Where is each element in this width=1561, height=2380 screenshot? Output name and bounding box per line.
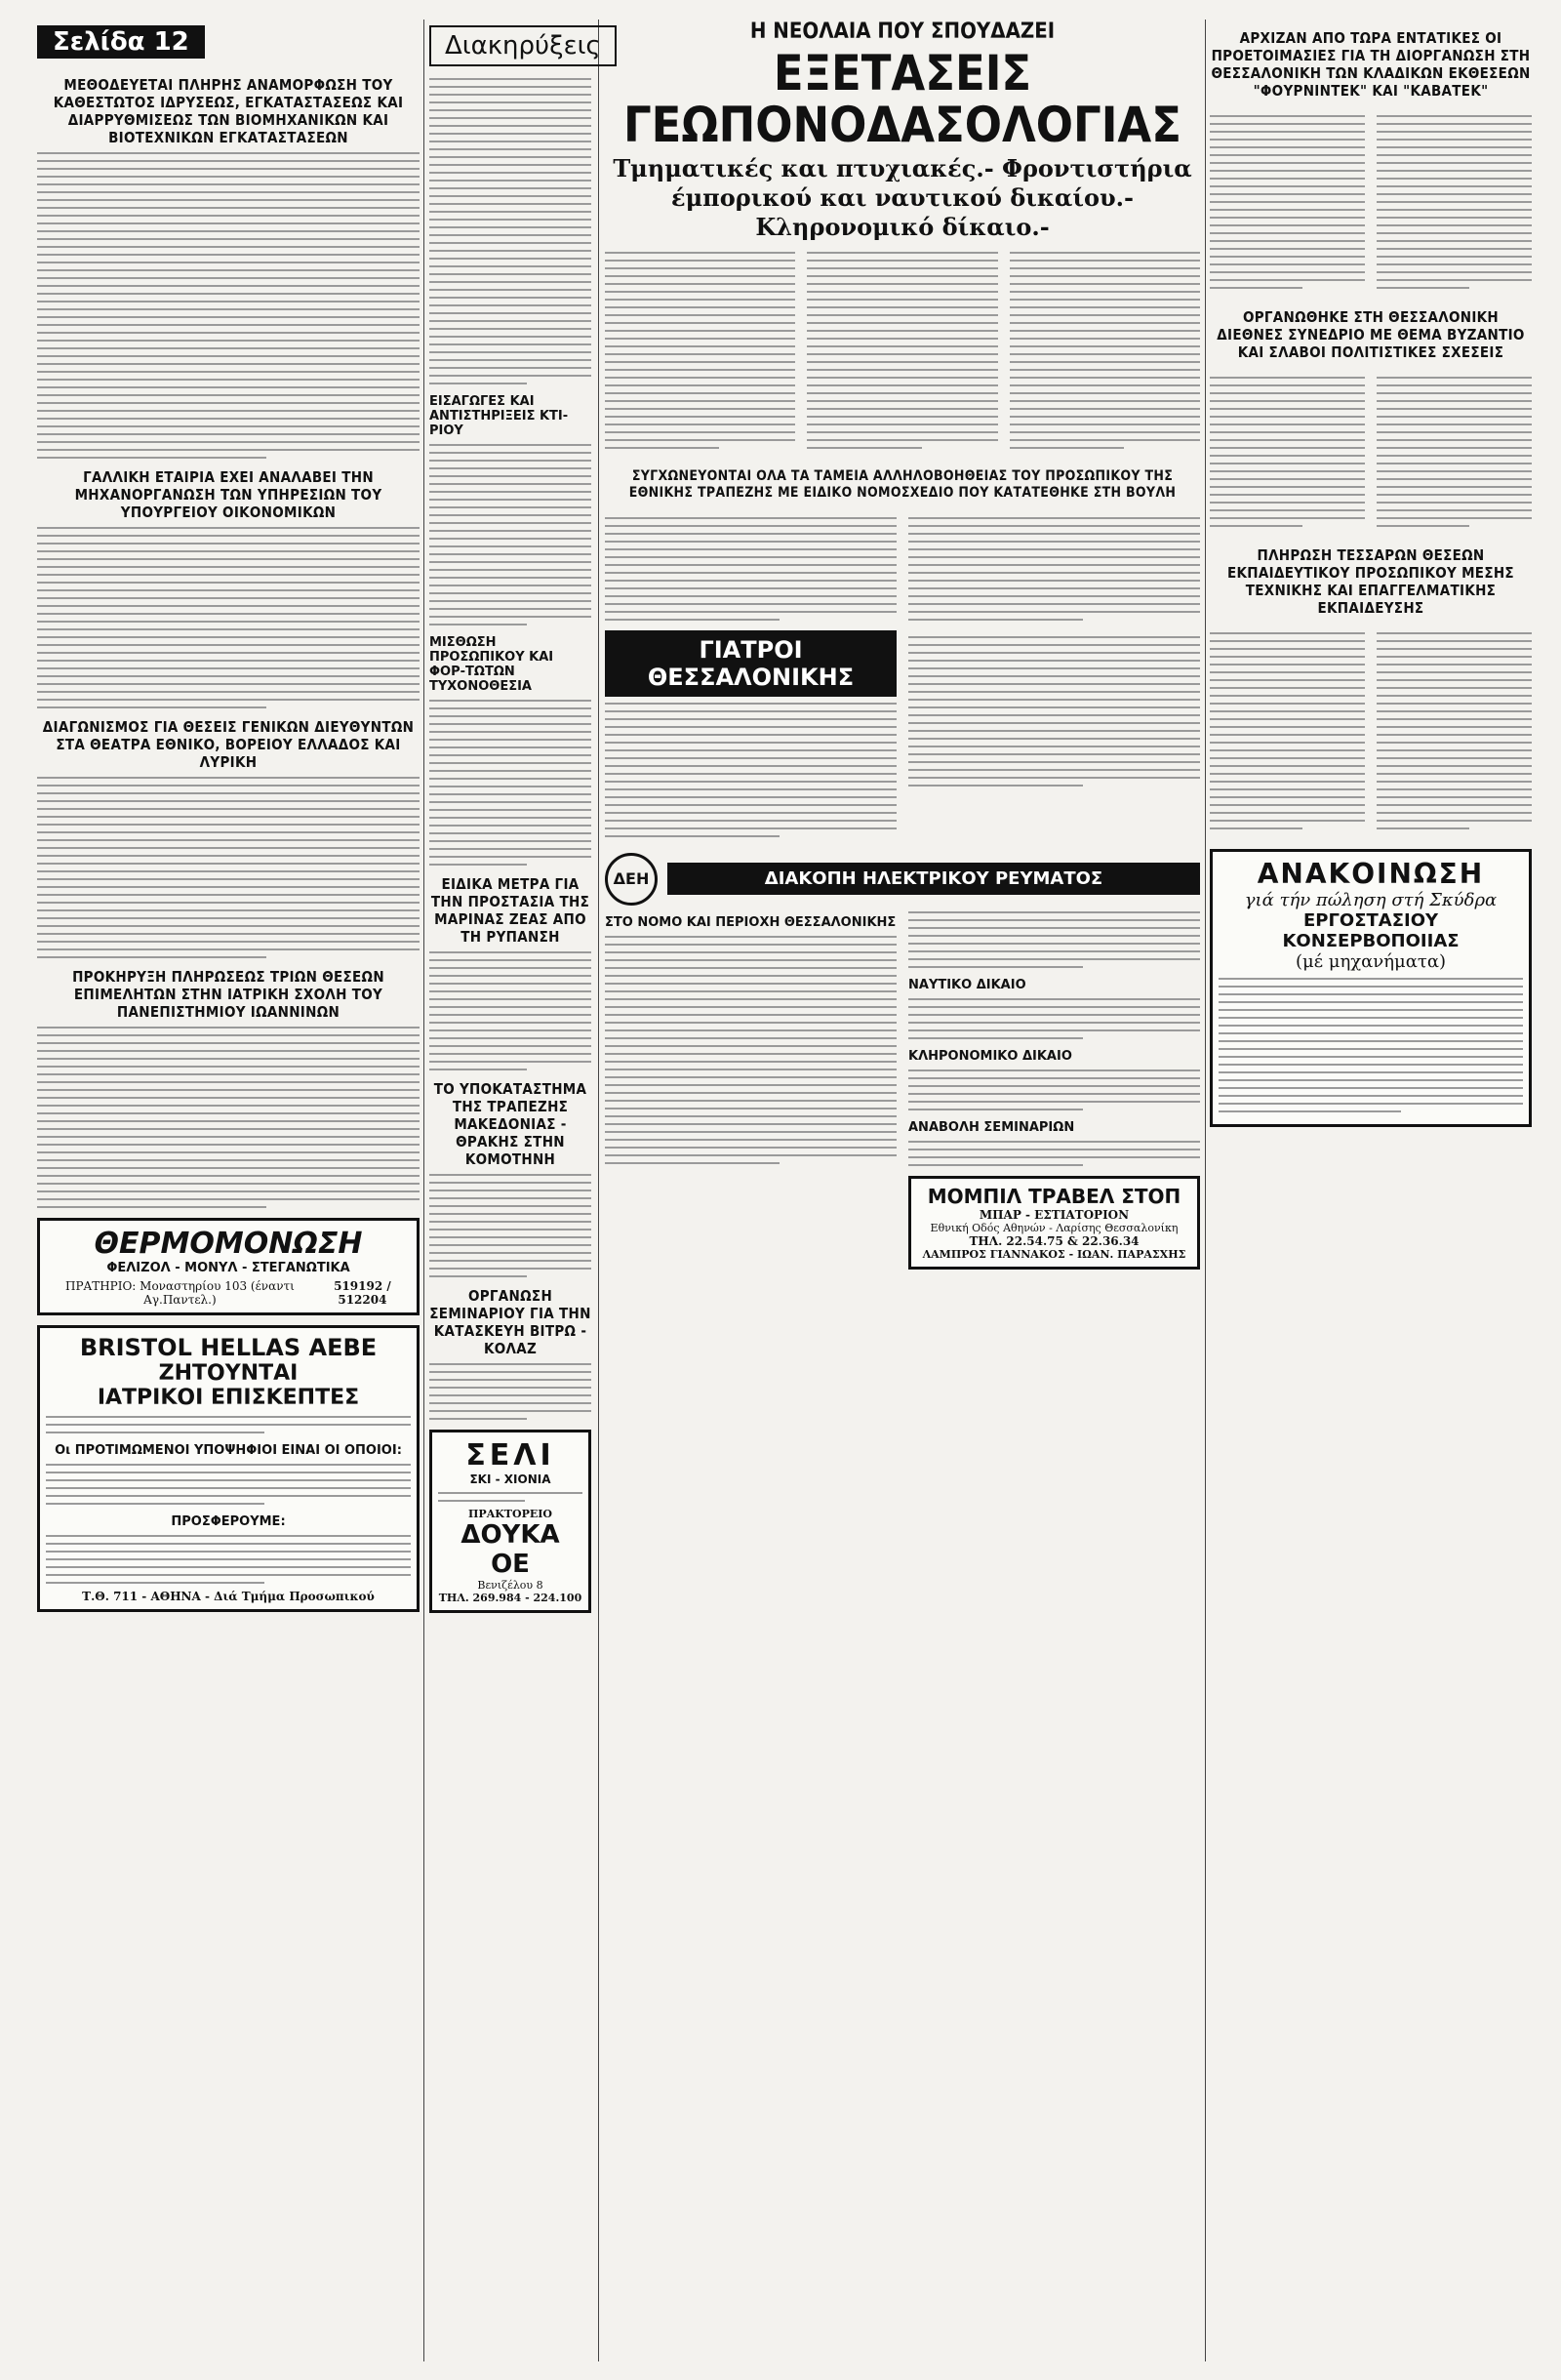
ad-label: ΠΡΑΚΤΟΡΕΙΟ — [468, 1508, 552, 1520]
ad-phone-2: 512204 — [338, 1293, 387, 1307]
page-label: Σελίδα 12 — [37, 25, 205, 59]
power-title: ΔΙΑΚΟΠΗ ΗΛΕΚΤΡΙΚΟΥ ΡΕΥΜΑΤΟΣ — [667, 863, 1200, 895]
section-naval-law: ΝΑΥΤΙΚΟ ΔΙΚΑΙΟ — [908, 977, 1026, 992]
ad-bristol — [37, 1325, 420, 1612]
ad-cannery-sale — [1210, 849, 1532, 1127]
ad-seli — [429, 1430, 591, 1613]
ad-owners: ΛΑΜΠΡΟΣ ΓΙΑΝΝΑΚΟΣ - ΙΩΑΝ. ΠΑΡΑΣΧΗΣ — [922, 1247, 1186, 1261]
ad-requirements-title: Οι ΠΡΟΤΙΜΩΜΕΝΟΙ ΥΠΟΨΗΦΙΟΙ ΕΙΝΑΙ ΟΙ ΟΠΟΙΟΙ: — [55, 1443, 402, 1458]
ad-title: ΘΕΡΜΟΜΟΝΩΣΗ — [94, 1227, 363, 1261]
section-seminar-postponed: ΑΝΑΒΟΛΗ ΣΕΜΙΝΑΡΙΩΝ — [908, 1119, 1075, 1135]
headline-furnitek: ΑΡΧΙΖΑΝ ΑΠΟ ΤΩΡΑ ΕΝΤΑΤΙΚΕΣ ΟΙ ΠΡΟΕΤΟΙΜΑΣΙΕΣ ΓΙΑ ΤΗ ΔΙΟΡΓΑΝΩΣΗ ΣΤΗ ΘΕΣΣΑΛΟΝΙΚΗ ΤΩΝ ΚΛΑΔΙΚΩΝ ΕΚΘΕΣΕΩΝ "ΦΟΥΡΝΙΝΤΕΚ" ΚΑΙ "ΚΑΒΑΤΕΚ" — [1211, 29, 1531, 100]
ad-address: Βενιζέλου 8 — [477, 1579, 543, 1592]
article-body — [37, 777, 420, 958]
ad-subtitle: ΣΚΙ - ΧΙΟΝΙΑ — [469, 1472, 551, 1486]
article-body — [37, 152, 420, 459]
ad-address: Εθνική Οδός Αθηνών - Λαρίσης Θεσσαλονίκη — [930, 1221, 1179, 1234]
tenders-subhead: ΕΙΣΑΓΩΓΕΣ ΚΑΙ ΑΝΤΙΣΤΗΡΙΞΕΙΣ ΚΤΙ-ΡΙΟΥ — [429, 394, 569, 438]
deh-logo: ΔΕΗ — [605, 853, 658, 906]
headline-bank-funds: ΣΥΓΧΩΝΕΥΟΝΤΑΙ ΟΛΑ ΤΑ ΤΑΜΕΙΑ ΑΛΛΗΛΟΒΟΗΘΕΙΑΣ ΤΟΥ ΠΡΟΣΩΠΙΚΟΥ ΤΗΣ ΕΘΝΙΚΗΣ ΤΡΑΠΕΖΗΣ ΜΕ ΕΙΔΙΚΟ ΝΟΜΟΣΧΕΔΙΟ ΠΟΥ ΚΑΤΑΤΕΘΗΚΕ ΣΤΗ ΒΟΥΛΗ — [628, 468, 1177, 501]
article-body — [37, 1027, 420, 1208]
ad-line-1: ΖΗΤΟΥΝΤΑΙ — [158, 1361, 299, 1386]
tenders-subhead: ΜΙΣΘΩΣΗ ΠΡΟΣΩΠΙΚΟΥ ΚΑΙ ΦΟΡ-ΤΩΤΩΝ ΤΥΧΟΝΟΘΕΣΙΑ — [429, 635, 554, 694]
column-4 — [1210, 20, 1532, 1137]
headline-teaching-posts: ΠΛΗΡΩΣΗ ΤΕΣΣΑΡΩΝ ΘΕΣΕΩΝ ΕΚΠΑΙΔΕΥΤΙΚΟΥ ΠΡΟΣΩΠΙΚΟΥ ΜΕΣΗΣ ΤΕΧΝΙΚΗΣ ΚΑΙ ΕΠΑΓΓΕΛΜΑΤΙΚΗΣ ΕΚΠΑΙΔΕΥΣΗΣ — [1227, 546, 1514, 617]
ad-subtitle: γιά τήν πώληση στή Σκύδρα — [1244, 890, 1498, 910]
headline-industrial: ΜΕΘΟΔΕΥΕΤΑΙ ΠΛΗΡΗΣ ΑΝΑΜΟΡΦΩΣΗ ΤΟΥ ΚΑΘΕΣΤΩΤΟΣ ΙΔΡΥΣΕΩΣ, ΕΓΚΑΤΑΣΤΑΣΕΩΣ ΚΑΙ ΔΙΑΡΡΥΘΜΙΣΕΩΣ ΤΩΝ ΒΙΟΜΗΧΑΝΙΚΩΝ ΚΑΙ ΒΙΟΤΕΧΝΙΚΩΝ ΕΓΚΑΤΑΣΤΑΣΕΩΝ — [53, 76, 404, 146]
headline-komotini: ΤΟ ΥΠΟΚΑΤΑΣΤΗΜΑ ΤΗΣ ΤΡΑΠΕΖΗΣ ΜΑΚΕΔΟΝΙΑΣ - ΘΡΑΚΗΣ ΣΤΗΝ ΚΟΜΟΤΗΝΗ — [433, 1080, 587, 1168]
ad-phone: ΤΗΛ. 269.984 - 224.100 — [438, 1592, 582, 1604]
ad-offer-title: ΠΡΟΣΦΕΡΟΥΜΕ: — [171, 1514, 286, 1529]
headline-byzantium: ΟΡΓΑΝΩΘΗΚΕ ΣΤΗ ΘΕΣΣΑΛΟΝΙΚΗ ΔΙΕΘΝΕΣ ΣΥΝΕΔΡΙΟ ΜΕ ΘΕΜΑ ΒΥΖΑΝΤΙΟ ΚΑΙ ΣΛΑΒΟΙ ΠΟΛΙΤΙΣΤΙΚΕΣ ΣΧΕΣΕΙΣ — [1217, 308, 1525, 361]
headline-seminar: ΟΡΓΑΝΩΣΗ ΣΕΜΙΝΑΡΙΟΥ ΓΙΑ ΤΗΝ ΚΑΤΑΣΚΕΥΗ ΒΙΤΡΩ - ΚΟΛΑΖ — [429, 1287, 591, 1357]
ad-address: ΠΡΑΤΗΡΙΟ: Μοναστηρίου 103 (έναντι Αγ.Παντελ.) — [64, 1279, 295, 1307]
headline-marina-zea: ΕΙΔΙΚΑ ΜΕΤΡΑ ΓΙΑ ΤΗΝ ΠΡΟΣΤΑΣΙΑ ΤΗΣ ΜΑΡΙΝΑΣ ΖΕΑΣ ΑΠΟ ΤΗ ΡΥΠΑΝΣΗ — [430, 875, 590, 946]
ad-phone-1: 519192 — [334, 1279, 383, 1293]
headline-ioannina: ΠΡΟΚΗΡΥΞΗ ΠΛΗΡΩΣΕΩΣ ΤΡΙΩΝ ΘΕΣΕΩΝ ΕΠΙΜΕΛΗΤΩΝ ΣΤΗΝ ΙΑΤΡΙΚΗ ΣΧΟΛΗ ΤΟΥ ΠΑΝΕΠΙΣΤΗΜΙΟΥ ΙΩΑΝΝΙΝΩΝ — [72, 968, 384, 1021]
ad-mobil-travel-stop — [908, 1176, 1200, 1270]
section-title: Διακηρύξεις — [429, 25, 617, 66]
article-body — [37, 527, 420, 708]
ad-contact: Τ.Θ. 711 - ΑΘΗΝΑ - Διά Τμήμα Προσωπικού — [82, 1590, 375, 1603]
ad-tail: (μέ μηχανήματα) — [1295, 951, 1447, 972]
ad-name: ΔΟΥΚΑ ΟΕ — [460, 1520, 560, 1579]
ad-main: ΕΡΓΟΣΤΑΣΙΟΥ ΚΟΝΣΕΡΒΟΠΟΙΙΑΣ — [1282, 910, 1460, 951]
doctors-title: ΓΙΑΤΡΟΙ ΘΕΣΣΑΛΟΝΙΚΗΣ — [605, 630, 897, 697]
main-banner: ΕΞΕΤΑΣΕΙΣ ΓΕΩΠΟΝΟΔΑΣΟΛΟΓΙΑΣ — [623, 45, 1181, 153]
column-1 — [37, 20, 420, 1622]
ad-title: ΜΟΜΠΙΛ ΤΡΑΒΕΛ ΣΤΟΠ — [927, 1184, 1181, 1208]
section-inheritance-law: ΚΛΗΡΟΝΟΜΙΚΟ ΔΙΚΑΙΟ — [908, 1048, 1072, 1064]
column-2 — [429, 20, 601, 1623]
subhead: Τμηματικές και πτυχιακές.- Φροντιστήρια έμπορικού και ναυτικού δικαίου.- Κληρονομικό δίκαιο.- — [613, 154, 1192, 241]
ad-line-2: ΙΑΤΡΙΚΟΙ ΕΠΙΣΚΕΠΤΕΣ — [97, 1386, 360, 1410]
headline-theatres: ΔΙΑΓΩΝΙΣΜΟΣ ΓΙΑ ΘΕΣΕΙΣ ΓΕΝΙΚΩΝ ΔΙΕΥΘΥΝΤΩΝ ΣΤΑ ΘΕΑΤΡΑ ΕΘΝΙΚΟ, ΒΟΡΕΙΟΥ ΕΛΛΑΔΟΣ ΚΑΙ ΛΥΡΙΚΗ — [42, 718, 415, 771]
tenders-body — [429, 78, 591, 384]
ad-title: BRISTOL HELLAS ΑΕΒΕ — [79, 1334, 378, 1361]
headline-french-company: ΓΑΛΛΙΚΗ ΕΤΑΙΡΙΑ ΕΧΕΙ ΑΝΑΛΑΒΕΙ ΤΗΝ ΜΗΧΑΝΟΡΓΑΝΩΣΗ ΤΩΝ ΥΠΗΡΕΣΙΩΝ ΤΟΥ ΥΠΟΥΡΓΕΙΟΥ ΟΙΚΟΝΟΜΙΚΩΝ — [74, 468, 382, 521]
ad-thermomonosi: ΘΕΡΜΟΜΟΝΩΣΗ ΦΕΛΙΖΟΛ - ΜΟΝΥΛ - ΣΤΕΓΑΝΩΤΙΚΑ ΠΡΑΤΗΡΙΟ: Μοναστηρίου 103 (έναντι Αγ.Παντελ.) 519192 / 512204 — [37, 1218, 420, 1315]
kicker: Η ΝΕΟΛΑΙΑ ΠΟΥ ΣΠΟΥΔΑΖΕΙ — [749, 20, 1056, 44]
ad-title: ΑΝΑΚΟΙΝΩΣΗ — [1257, 858, 1485, 890]
ad-title: ΣΕΛΙ — [465, 1438, 555, 1472]
column-3 — [605, 20, 1200, 1279]
ad-subtitle: ΜΠΑΡ - ΕΣΤΙΑΤΟΡΙΟΝ — [979, 1207, 1130, 1222]
ad-phone: ΤΗΛ. 22.54.75 & 22.36.34 — [969, 1233, 1140, 1248]
ad-subtitle: ΦΕΛΙΖΟΛ - ΜΟΝΥΛ - ΣΤΕΓΑΝΩΤΙΚΑ — [106, 1261, 350, 1275]
power-sub: ΣΤΟ ΝΟΜΟ ΚΑΙ ΠΕΡΙΟΧΗ ΘΕΣΣΑΛΟΝΙΚΗΣ — [605, 914, 897, 930]
